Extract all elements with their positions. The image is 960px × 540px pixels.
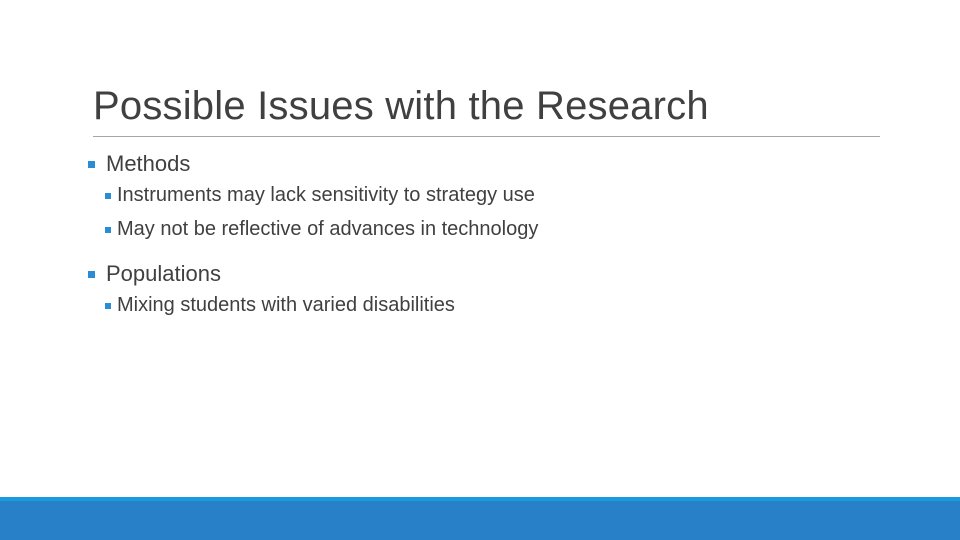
bullet-label: Populations [106, 261, 221, 286]
sub-bullet [105, 288, 888, 322]
sub-bullet-label: May not be reflective of advances in technology [117, 218, 539, 240]
bullet-label: Methods [106, 151, 191, 176]
square-bullet-icon [105, 193, 111, 199]
square-bullet-icon [88, 161, 95, 168]
square-bullet-icon [105, 303, 111, 309]
slide-title: Possible Issues with the Research [93, 84, 709, 128]
sub-bullet-label: Instruments may lack sensitivity to strategy use [117, 184, 535, 206]
sub-bullet [105, 212, 888, 246]
square-bullet-icon [88, 271, 95, 278]
square-bullet-icon [105, 227, 111, 233]
sub-bullet-label: Mixing students with varied disabilities [117, 294, 455, 316]
sub-bullet [105, 178, 888, 212]
footer-bar [0, 501, 960, 540]
title-divider [93, 136, 880, 137]
slide-body [88, 150, 888, 322]
bullet-methods [88, 150, 888, 178]
bullet-populations [88, 260, 888, 288]
